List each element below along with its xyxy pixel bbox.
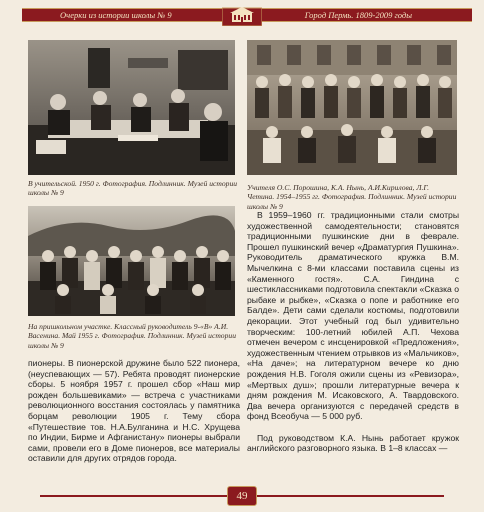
- page-footer: [0, 482, 484, 512]
- header-left-title: Очерки из истории школы № 9: [60, 10, 172, 20]
- left-column-paragraph: пионеры. В пионерской дружине было 522 пионера, (неуспевающих — 57). Ребята проводят пионерские сборы. 5 ноября 1957 г. прошел сбор «Наш мир рожден большевиками» — встреча с участниками революционного восстания состоялась у памятника борцам революции 1905 г. Тему сбора «Путешествие тов. Н.А.Булганина и Н.С. Хрущева по Индии, Бирме и Афганистану» пионеры выбрали сами, провели его в Доме пионеров, все материалы оставили для других отрядов города.: [28, 358, 240, 464]
- page-number: 49: [227, 486, 257, 506]
- right-column-paragraph-2: Под руководством К.А. Нынь работает кружок английского разговорного языка. В 1–8 классах —: [247, 432, 459, 454]
- photo-school-plot: [28, 206, 235, 316]
- photo-teachers-group: [247, 40, 457, 175]
- school-building-icon: [222, 2, 262, 26]
- right-column-text: [247, 210, 459, 454]
- photo-teachers-room: [28, 40, 235, 175]
- header-right-title: Город Пермь. 1809-2009 годы: [304, 10, 412, 20]
- page-header: [0, 0, 484, 26]
- right-column-paragraph-1: В 1959–1960 гг. традиционными стали смотры художественной самодеятельности; становятся традиционными пушкинские дни в феврале. Прошел пушкинский вечер «Драматургия Пушкина». Руководитель драматического кружка В.М. Мычелкина с 8-ми классами поставила сцены из «Каменного гостя». С.А. Гиндина с шестиклассниками подготовила спектакли «Сказка о рыбаке и рыбке», «Сказка о попе и работнике его Балде». Дети сами сделали костюмы, подготовили декорации. Этот учебный год был удивительно творческим: 100-летний юбилей А.П. Чехова отмечен вечером с инсценировкой «Предложения», художественным чтением отрывков из «Мальчиков», «На даче»; на литературном вечере ко дню рождения Н.В. Гоголя ожили сцены из «Ревизора», «Мертвых душ»; прошли литературные вечера к дням рождения М. Исаковского, А. Твардовского. Два вечера организуются с передачей средств в фонд Всеобуча — 5 000 руб.: [247, 210, 459, 422]
- caption-teachers-group: Учителя О.С. Порошина, К.А. Нынь, А.И.Кирилова, Л.Г. Четина. 1954–1955 гг. Фотография. Подлинник. Музей истории школы № 9: [247, 183, 457, 211]
- left-column-text: [28, 358, 240, 464]
- caption-teachers-room: В учительской. 1950 г. Фотография. Подлинник. Музей истории школы № 9: [28, 179, 238, 198]
- caption-school-plot: На пришкольном участке. Классный руководитель 9-«В» А.И. Васенина. Май 1955 г. Фотография. Подлинник. Музей истории школы № 9: [28, 322, 236, 350]
